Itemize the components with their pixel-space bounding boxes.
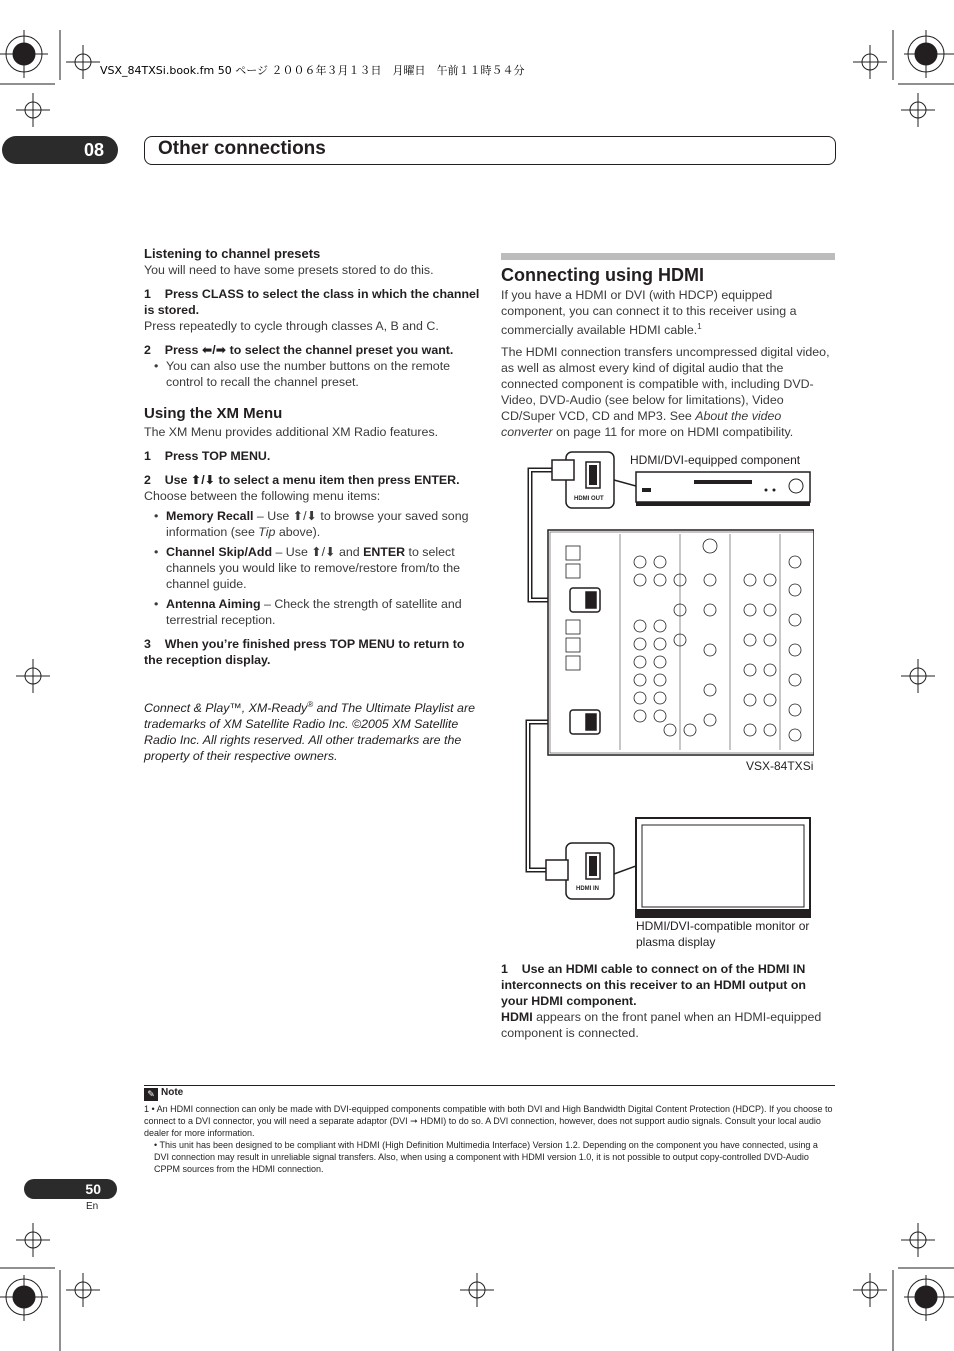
xm-step-3: 3 When you’re finished press TOP MENU to return to the reception display. bbox=[144, 637, 465, 667]
note-line-2: • This unit has been designed to be compliant with HDMI (High Definition Multimedia Interface) Version 1.2. Depending on the component you have connected, using a DVI connection may result in unreliable signal transfers. Also, when using a component with HDMI version 1.0, it is not possible to output copy-controlled DVD-Audio CPPM sources from the HDMI connection. bbox=[154, 1140, 818, 1174]
hdmi-para-2: The HDMI connection transfers uncompressed digital video, as well as almost every kind of digital audio that the connected component is compatible with, including DVD-Video, DVD-Audio (see below for limitations), Video CD/Super VCD, CD and MP3. See About the video converter on page 11 for more on HDMI compatibility. bbox=[501, 345, 830, 440]
receiver-model-label: VSX-84TXSi bbox=[746, 759, 814, 773]
page-number: 50 bbox=[24, 1179, 117, 1199]
presets-step-2: 2 Press ⬅/➡ to select the channel preset you want. bbox=[144, 343, 454, 357]
xm-item-channel-skip-add: • Channel Skip/Add – Use ⬆/⬇ and ENTER to select channels you would like to remove/restore from/to the channel guide. bbox=[144, 544, 480, 592]
chapter-title: Other connections bbox=[158, 138, 326, 159]
note-icon: ✎ bbox=[144, 1088, 158, 1101]
hdmi-connection-diagram bbox=[520, 450, 814, 955]
hdmi-in-label: HDMI IN bbox=[576, 886, 599, 892]
hdmi-intro bbox=[501, 287, 835, 440]
xm-step-2-note: Choose between the following menu items: bbox=[144, 489, 381, 503]
hdmi-heading: Connecting using HDMI bbox=[501, 265, 704, 285]
trademark-notice: Connect & Play™, XM-Ready® and The Ultimate Playlist are trademarks of XM Satellite Radio Inc. ©2005 XM Satellite Radio Inc. All rights reserved. All other trademarks are the property of their respective owners. bbox=[144, 700, 475, 764]
presets-step-2-bullet: • You can also use the number buttons on the remote control to recall the channel preset. bbox=[144, 358, 480, 390]
note-body bbox=[144, 1103, 835, 1175]
up-down-arrows-icon: ⬆/⬇ bbox=[311, 545, 336, 559]
diagram-drawing bbox=[520, 450, 814, 955]
hdmi-step-1 bbox=[501, 961, 835, 1041]
presets-step-1: 1 Press CLASS to select the class in which the channel is stored. bbox=[144, 287, 480, 317]
section-rule bbox=[501, 253, 835, 260]
hdmi-step-1-note: HDMI appears on the front panel when an HDMI-equipped component is connected. bbox=[501, 1010, 822, 1040]
video-converter-link[interactable]: About the video converter bbox=[501, 409, 782, 440]
presets-step-1-note: Press repeatedly to cycle through classes A, B and C. bbox=[144, 319, 439, 333]
component-label: HDMI/DVI-equipped component bbox=[630, 453, 801, 467]
note-line-1: 1 • An HDMI connection can only be made with DVI-equipped components compatible with both DVI and High Bandwidth Digital Content Protection (HDCP). If you choose to connect to a DVI connector, you will need a separate adaptor (DVI ➞ HDMI) to do so. A DVI connection, however, does not support audio signals. Consult your local audio dealer for more information. bbox=[144, 1104, 833, 1138]
hdmi-para-1: If you have a HDMI or DVI (with HDCP) equipped component, you can connect it to this receiver using a commercially available HDMI cable.$^1$ bbox=[501, 288, 797, 338]
note-rule bbox=[144, 1085, 835, 1086]
left-right-arrows-icon: ⬅/➡ bbox=[201, 343, 227, 357]
xm-item-antenna-aiming: • Antenna Aiming – Check the strength of satellite and terrestrial reception. bbox=[144, 596, 480, 628]
monitor-label: HDMI/DVI-compatible monitor or plasma display bbox=[636, 919, 810, 949]
up-down-arrows-icon: ⬆/⬇ bbox=[190, 473, 216, 487]
section-presets bbox=[144, 246, 480, 390]
chapter-number: 08 bbox=[2, 136, 118, 164]
section-xm-menu bbox=[144, 406, 480, 668]
file-header: VSX_84TXSi.book.fm 50 ページ ２００６年３月１３日 月曜日 午前１１時５４分 bbox=[100, 64, 525, 77]
xm-item-memory-recall: • Memory Recall – Use ⬆/⬇ to browse your saved song information (see Tip above). bbox=[144, 508, 480, 540]
page-language: En bbox=[86, 1201, 99, 1212]
hdmi-out-label: HDMI OUT bbox=[574, 496, 604, 502]
presets-intro: You will need to have some presets stored to do this. bbox=[144, 263, 434, 277]
up-down-arrows-icon: ⬆/⬇ bbox=[292, 509, 317, 523]
xm-step-2: 2 Use ⬆/⬇ to select a menu item then press ENTER. bbox=[144, 473, 460, 487]
presets-heading: Listening to channel presets bbox=[144, 246, 321, 261]
xm-heading: Using the XM Menu bbox=[144, 405, 283, 422]
xm-step-1: 1 Press TOP MENU. bbox=[144, 449, 271, 463]
hdmi-step-1-text: 1 Use an HDMI cable to connect on of the HDMI IN interconnects on this receiver to an HDMI output on your HDMI component. bbox=[501, 962, 806, 1008]
xm-intro: The XM Menu provides additional XM Radio features. bbox=[144, 425, 439, 439]
footnote-ref[interactable]: 1 bbox=[697, 322, 702, 331]
note-title: Note bbox=[161, 1087, 184, 1098]
